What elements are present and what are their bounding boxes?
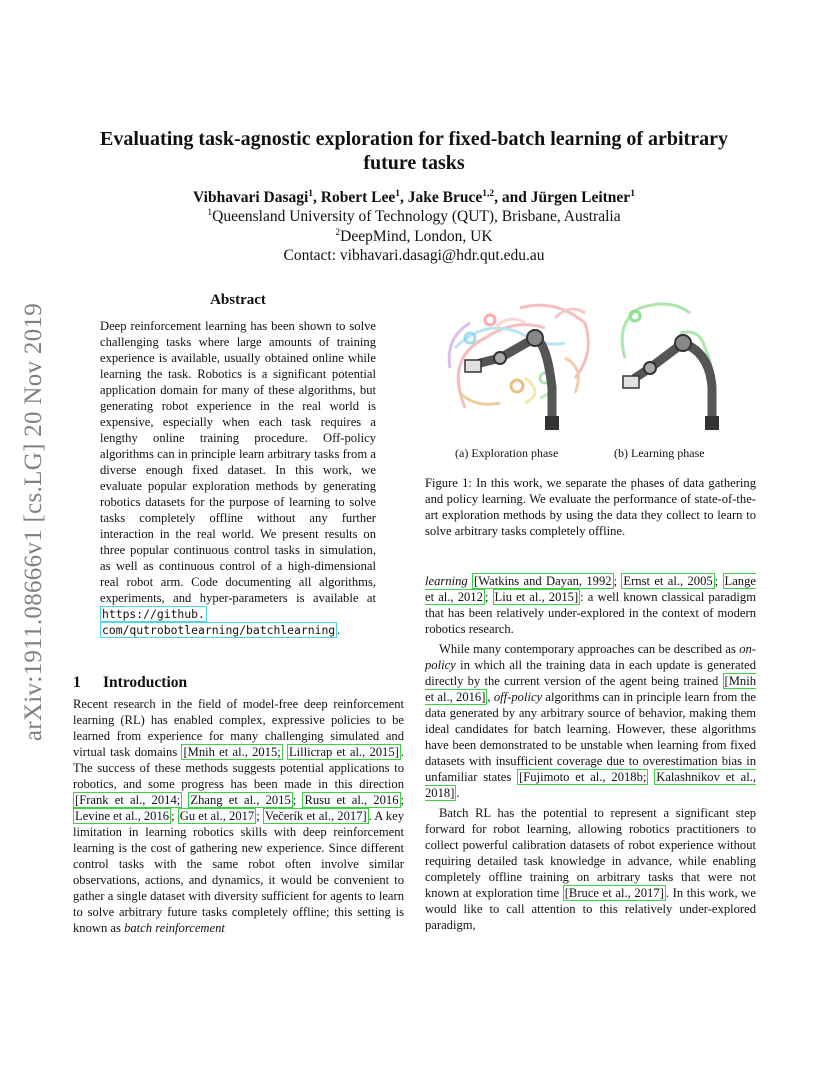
author: Jake Bruce [407,189,483,206]
citation-link[interactable]: Zhang et al., 2015 [190,793,291,807]
figure-caption: Figure 1: In this work, we separate the phases of data gathering and policy learning. We evaluate the performance of state-of-the-art exploration methods by using the data they collect to learn to solve arbitrary tasks completely offline. [425,476,756,538]
author-sup: 1 [395,188,401,199]
citation-link[interactable]: Gu et al., 2017 [179,809,255,823]
intro-left-column: Recent research in the field of model-free deep reinforcement learning (RL) has enabled complex, expressive policies to be learned from experience for many challenging simulated and virtual task domains [Mnih et al., 2015; Lillicrap et al., 2015] . The success of these methods suggests potential applications to robotics, and some progress has been made in this direction [Frank et al., 2014; Zhang et al., 2015 ; Rusu et al., 2016 ; Levine et al., 2016 ; Gu et al., 2017 ; Večerík et al., 2017] . A key limitation in learning robotics skills with deep reinforcement learning is the cost of gathering new experience. Since different control tasks with the same robot often involve similar observations, actions, and dynamics, it would be convenient to gather a single dataset with diversity sufficient for agents to learn to solve arbitrary future tasks completely offline; this setting is known as batch reinforcement [73,697,404,935]
citation-link[interactable]: [Fujimoto et al., 2018b; [519,770,647,784]
citation-link[interactable]: Liu et al., 2015] [494,590,579,604]
robot-arm-drawing [425,298,756,448]
citation-link[interactable]: [Frank et al., 2014; [75,793,181,807]
author: Jürgen Leitner [530,189,631,206]
citation-link[interactable]: Kalashnikov et al., 2018] [425,770,756,800]
affiliation: $^2$DeepMind, London, UK [335,227,493,245]
author: Vibhavari Dasagi [193,189,309,206]
section-heading: 1 Introduction [73,674,188,691]
abstract-body: Deep reinforcement learning has been shown to solve challenging tasks where large amounts of training experience is available, usually obtained online while learning the task. Robotics is a significant potential application domain for many of these algorithms, but generating robot experience in the real world is expensive, especially when each task requires a lengthy online training procedure. Off-policy algorithms can in principle learn arbitrary tasks from a diverse enough fixed dataset. In this work, we evaluate popular exploration methods by generating robotics datasets for the purpose of learning to solve tasks completely offline without any further interaction in the real world. We present results on three popular continuous control tasks in simulation, as well as continuous control of a high-dimensional real robot arm. Code documenting all algorithms, experiments, and hyper-parameters is available at https://github. com/qutrobotlearning/batchlearning . [100,319,376,637]
subcaption-learning: (b) Learning phase [614,446,705,460]
code-link[interactable]: https://github. [102,607,205,621]
intro-right-column [425,573,756,933]
citation-link[interactable]: [Mnih et al., 2015; [183,745,281,759]
paper-title: Evaluating task-agnostic exploration for fixed-batch learning of arbitrary future tasks [100,128,728,174]
author-list: Vibhavari Dasagi$^1$, Robert Lee$^1$, Jake Bruce$^{1,2}$, and Jürgen Leitner$^1$ [193,188,635,206]
author-sup: 1,2 [482,188,495,199]
code-link[interactable]: com/qutrobotlearning/batchlearning [102,623,336,637]
author-sup: 1 [630,188,635,199]
citation-link[interactable]: Lange et al., 2012 [425,574,756,604]
citation-link[interactable]: [Watkins and Dayan, 1992 [474,574,612,588]
figure-robot-illustration [425,298,756,458]
citation-link[interactable]: Rusu et al., 2016 [304,793,399,807]
citation-link[interactable]: Večerík et al., 2017] [264,809,367,823]
affiliation: $^1$Queensland University of Technology (QUT), Brisbane, Australia [207,207,621,225]
contact-email: Contact: vibhavari.dasagi@hdr.qut.edu.au [283,247,545,264]
citation-link[interactable]: Lillicrap et al., 2015] [288,745,399,759]
paragraph: Batch RL has the potential to represent a significant step forward for robot learning, allowing robotics practitioners to collect powerful calibration datasets of robot experience without requiring detailed task knowledge in advance, while enabling completely offline training on arbitrary tasks that were not known at exploration time [Bruce et al., 2017] . In this work, we would like to call attention to this relatively under-explored paradigm, [425,806,756,932]
subcaption-exploration: (a) Exploration phase [455,446,559,460]
paragraph: While many contemporary approaches can be described as on-policy in which all the training data in each update is generated directly by the current version of the agent being trained [Mnih et al., 2016] , off-policy algorithms can in principle learn from the data generated by any arbitrary source of behavior, making them ideal candidates for batch learning. However, these algorithms have been demonstrated to be unstable when learning from fixed datasets with insufficient coverage due to overestimation bias in unfamiliar states [Fujimoto et al., 2018b; Kalashnikov et al., 2018] . [425,642,757,800]
author: Robert Lee [320,189,396,206]
paragraph: learning [Watkins and Dayan, 1992 ; Ernst et al., 2005 ; Lange et al., 2012 ; Liu et al., 2015] : a well known classical paradigm that has been relatively under-explored in the context of modern robotics research. [425,574,756,636]
citation-link[interactable]: Ernst et al., 2005 [623,574,713,588]
citation-link[interactable]: [Mnih et al., 2016] [425,674,756,704]
author-sup: 1 [308,188,314,199]
abstract-heading: Abstract [210,292,266,308]
citation-link[interactable]: Levine et al., 2016 [75,809,170,823]
citation-link[interactable]: [Bruce et al., 2017] [564,886,664,900]
arxiv-stamp: arXiv:1911.08666v1 [cs.LG] 20 Nov 2019 [20,302,47,742]
